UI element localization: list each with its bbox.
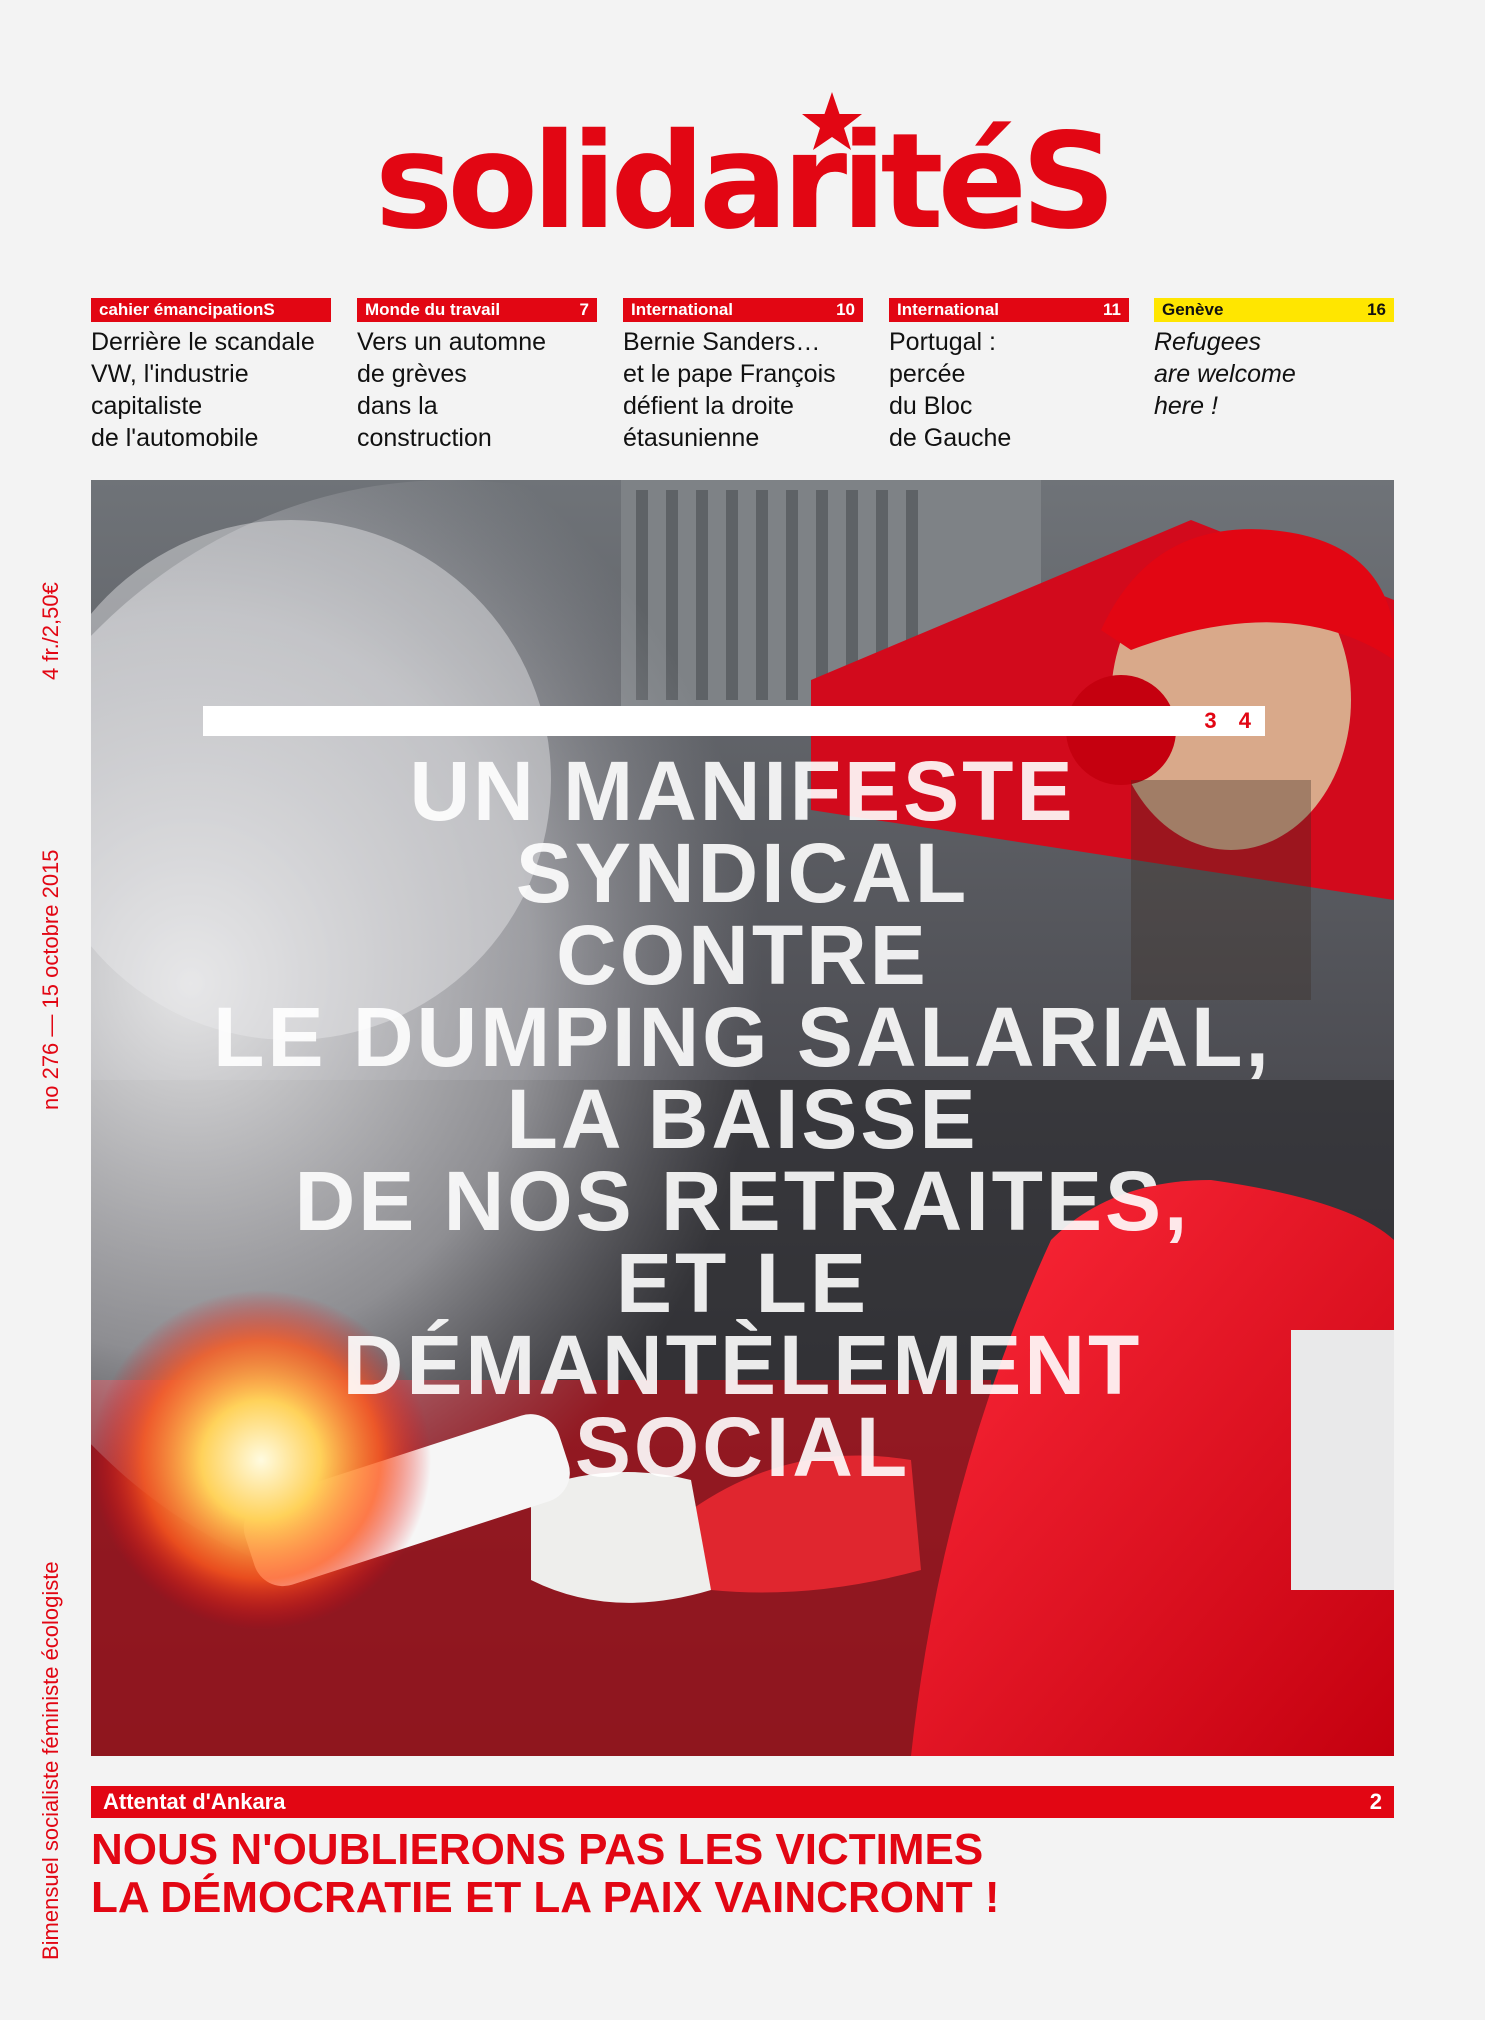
cover-headline-line: CONTRE — [556, 908, 929, 1002]
teaser-headline: Vers un automne de grèves dans la construction — [357, 328, 547, 452]
teaser-kicker — [357, 298, 597, 322]
teaser-monde-du-travail[interactable] — [357, 298, 597, 454]
teaser-kicker — [623, 298, 863, 322]
price-label: 4 fr./2,50€ — [38, 582, 63, 680]
teaser-headline: Portugal : percée du Bloc de Gauche — [889, 328, 1012, 452]
cover-headline-line: SOCIAL — [574, 1400, 911, 1494]
teaser-geneve[interactable] — [1154, 298, 1394, 422]
cover-page-bar — [203, 706, 1265, 736]
tagline: Bimensuel socialiste féministe écologiste — [38, 1561, 63, 1960]
teaser-section: International — [897, 300, 1000, 319]
bottom-headline-line: NOUS N'OUBLIERONS PAS LES VICTIMES — [91, 1825, 984, 1874]
cover-photo[interactable] — [91, 480, 1394, 1756]
teaser-headline: Refugees are welcome here ! — [1154, 328, 1296, 420]
side-strip — [32, 520, 68, 2020]
teaser-page: 11 — [1103, 300, 1121, 319]
teaser-page: 7 — [579, 300, 589, 319]
teaser-headline: Bernie Sanders… et le pape François défient la droite étasunienne — [623, 328, 836, 452]
masthead — [0, 80, 1485, 270]
teaser-section: cahier émancipationS — [99, 300, 275, 319]
cover-page-number: 3 4 — [1204, 708, 1259, 733]
cover-headline[interactable] — [91, 744, 1394, 1494]
teaser-section: Genève — [1162, 300, 1224, 319]
cover-headline-line: ET LE — [615, 1236, 869, 1330]
bottom-page: 2 — [1369, 1789, 1382, 1814]
bottom-headline[interactable] — [91, 1826, 1394, 1922]
teaser-headline: Derrière le scandale VW, l'industrie capitaliste de l'automobile — [91, 328, 315, 452]
bottom-headline-line: LA DÉMOCRATIE ET LA PAIX VAINCRONT ! — [91, 1873, 1000, 1922]
teaser-row — [91, 298, 1394, 458]
cover-headline-line: UN MANIFESTE — [409, 744, 1076, 838]
teaser-kicker — [91, 298, 331, 322]
cover-headline-line: LE DUMPING SALARIAL, — [213, 990, 1272, 1084]
teaser-international-portugal[interactable] — [889, 298, 1129, 454]
teaser-section: International — [631, 300, 734, 319]
cover-headline-line: LA BAISSE — [506, 1072, 979, 1166]
cover-headline-line: SYNDICAL — [515, 826, 970, 920]
teaser-emancipations[interactable] — [91, 298, 331, 454]
cover-headline-line: DE NOS RETRAITES, — [294, 1154, 1191, 1248]
teaser-kicker — [1154, 298, 1394, 322]
cover-headline-line: DÉMANTÈLEMENT — [342, 1318, 1143, 1412]
teaser-page: 10 — [836, 300, 855, 319]
bottom-section: Attentat d'Ankara — [103, 1789, 286, 1814]
issue-date: no 276 — 15 octobre 2015 — [38, 849, 63, 1110]
teaser-section: Monde du travail — [365, 300, 501, 319]
teaser-international-sanders[interactable] — [623, 298, 863, 454]
bottom-kicker[interactable] — [91, 1786, 1394, 1818]
masthead-logo: solidaritéS — [374, 105, 1111, 259]
teaser-page: 16 — [1367, 300, 1386, 319]
teaser-kicker — [889, 298, 1129, 322]
